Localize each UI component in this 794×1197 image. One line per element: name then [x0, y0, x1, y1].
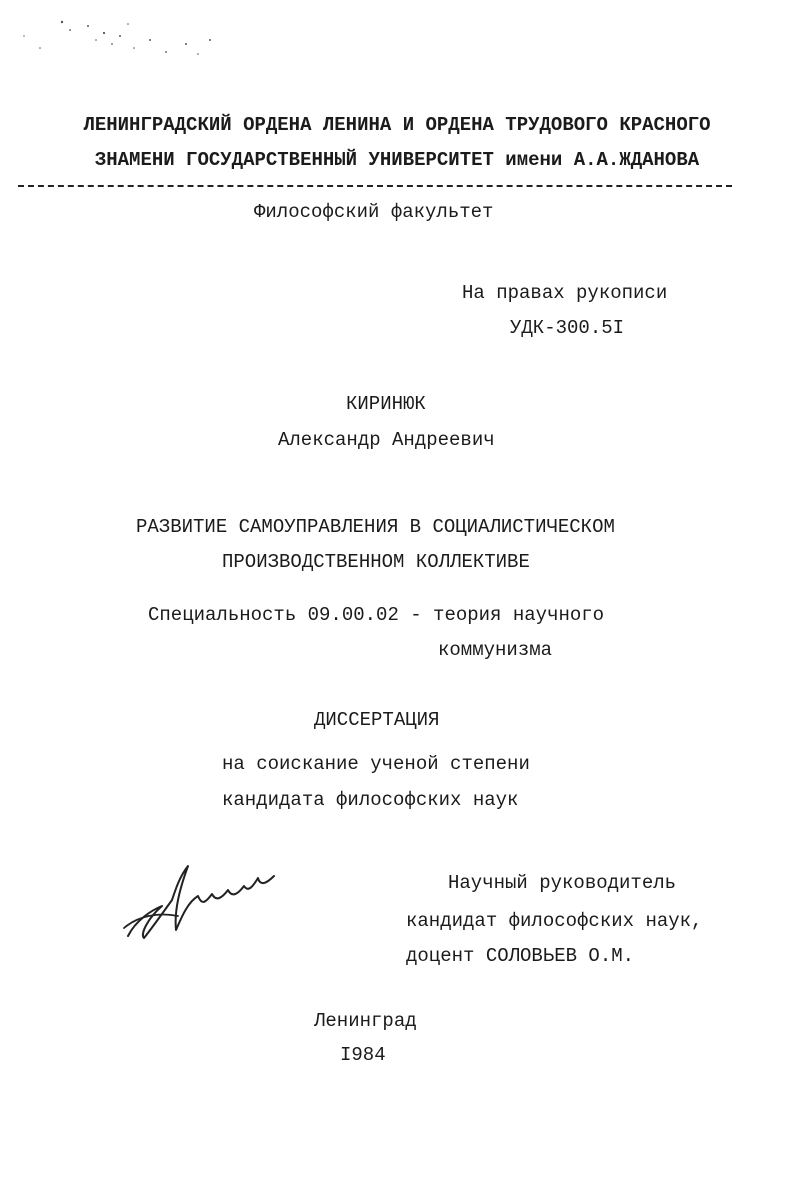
udc-code: УДК-300.5I: [510, 317, 625, 339]
specialty-line-1: Специальность 09.00.02 - теория научного: [148, 604, 605, 626]
paper-specks: [0, 0, 794, 80]
degree-line-1: на соискание ученой степени: [222, 753, 530, 775]
manuscript-rights: На правах рукописи: [462, 282, 668, 304]
year: I984: [340, 1044, 386, 1066]
author-surname: КИРИНЮК: [346, 393, 426, 415]
supervisor-label: Научный руководитель: [448, 872, 677, 894]
author-signature: [118, 858, 288, 948]
author-name: Александр Андреевич: [278, 429, 495, 451]
faculty: Философский факультет: [254, 201, 494, 223]
work-type: ДИССЕРТАЦИЯ: [314, 709, 440, 731]
institution-line-2: ЗНАМЕНИ ГОСУДАРСТВЕННЫЙ УНИВЕРСИТЕТ имени А.А.ЖДАНОВА: [94, 149, 700, 171]
city: Ленинград: [314, 1010, 417, 1032]
header-divider: [18, 185, 732, 187]
institution-line-1: ЛЕНИНГРАДСКИЙ ОРДЕНА ЛЕНИНА И ОРДЕНА ТРУДОВОГО КРАСНОГО: [83, 114, 711, 136]
supervisor-degree: кандидат философских наук,: [406, 910, 703, 932]
dissertation-title-line-1: РАЗВИТИЕ САМОУПРАВЛЕНИЯ В СОЦИАЛИСТИЧЕСКОМ: [136, 516, 615, 538]
specialty-line-2: коммунизма: [438, 639, 553, 661]
degree-line-2: кандидата философских наук: [222, 789, 519, 811]
dissertation-title-line-2: ПРОИЗВОДСТВЕННОМ КОЛЛЕКТИВЕ: [222, 551, 530, 573]
supervisor-name: доцент СОЛОВЬЕВ О.М.: [406, 945, 635, 967]
